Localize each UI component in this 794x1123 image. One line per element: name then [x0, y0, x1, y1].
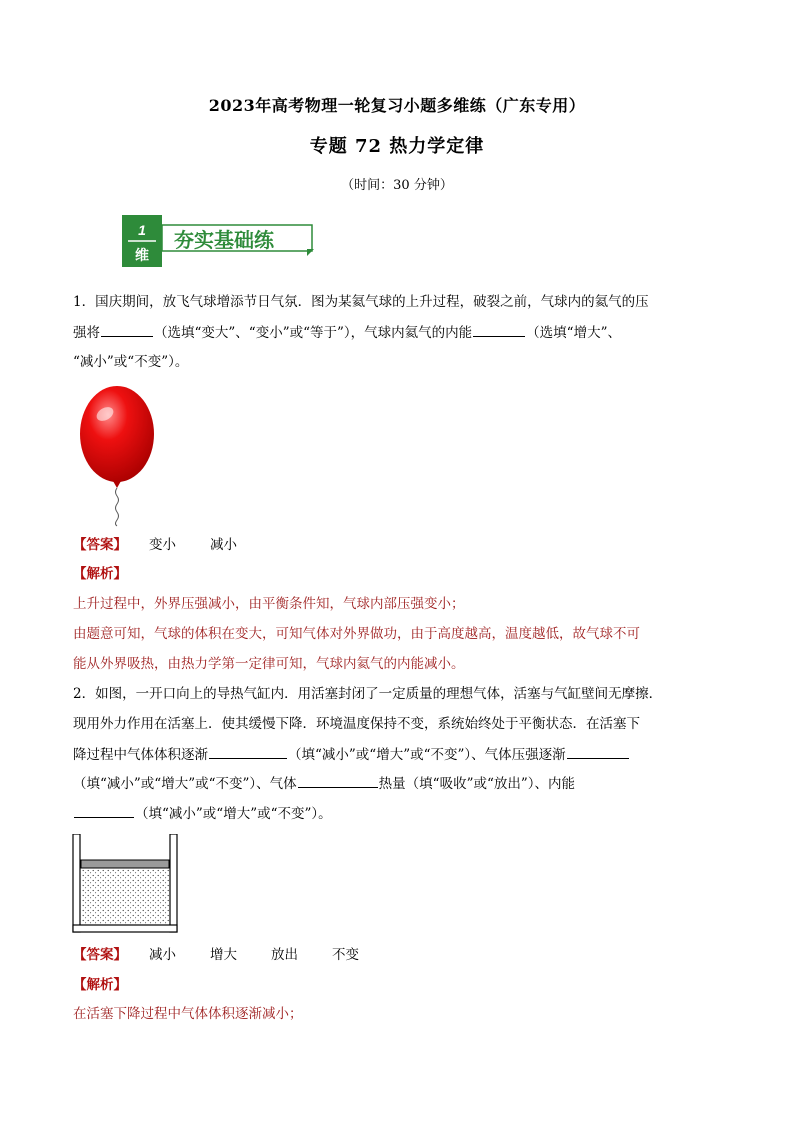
q1-analysis-1: 上升过程中，外界压强减小，由平衡条件知，气球内部压强变小； [73, 596, 465, 612]
q1-line-3: “减小”或“不变”）。 [73, 354, 189, 370]
q1-text-2c: （选填“增大”、 [526, 325, 621, 341]
topic-title: 专题 72 热力学定律 [309, 136, 485, 157]
q2-analysis-1: 在活塞下降过程中气体体积逐渐减小； [73, 1006, 303, 1022]
time-limit: （时间：30 分钟） [341, 178, 453, 193]
q2-blank-1[interactable] [209, 744, 287, 759]
section-badge [122, 215, 322, 267]
q1-analysis-2: 由题意可知，气球的体积在变大，可知气体对外界做功，由于高度越高，温度越低，故气球不可 [73, 626, 640, 642]
q2-line-5 [73, 803, 332, 824]
q2-answer-tag: 【答案】 [73, 947, 127, 963]
q2-blank-3[interactable] [298, 773, 378, 788]
q1-text-2b: （选填“变大”、“变小”或“等于”），气球内氦气的内能 [154, 325, 473, 341]
q2-text-5: （填“减小”或“增大”或“不变”）。 [135, 806, 332, 822]
q1-answer-row [73, 535, 237, 555]
q2-line-3 [73, 744, 630, 765]
q2-answer-4: 不变 [332, 947, 359, 963]
badge-unit: 维 [135, 248, 149, 264]
q1-line-1: 1．国庆期间，放飞气球增添节日气氛．图为某氦气球的上升过程，破裂之前，气球内的氦气的压 [73, 294, 649, 310]
q2-answer-2: 增大 [210, 947, 237, 963]
q1-blank-1[interactable] [101, 322, 153, 337]
badge-number: 1 [138, 222, 146, 238]
q1-answer-2: 减小 [210, 537, 237, 553]
q2-line-4 [73, 773, 575, 794]
q1-blank-2[interactable] [473, 322, 525, 337]
q2-text-3a: 降过程中气体体积逐渐 [73, 747, 208, 763]
q2-answer-3: 放出 [271, 947, 298, 963]
cylinder-icon [72, 834, 182, 934]
q2-analysis-tag: 【解析】 [73, 977, 127, 993]
q2-line-1: 2．如图，一开口向上的导热气缸内．用活塞封闭了一定质量的理想气体，活塞与气缸壁间无摩擦． [73, 686, 663, 702]
q2-text-4b: 热量（填“吸收”或“放出”）、内能 [378, 776, 576, 792]
q1-analysis-3: 能从外界吸热，由热力学第一定律可知，气球内氦气的内能减小。 [73, 656, 465, 672]
section-label: 夯实基础练 [174, 228, 274, 252]
q2-answer-row [73, 945, 359, 965]
q1-line-2 [73, 322, 621, 343]
q2-text-3b: （填“减小”或“增大”或“不变”）、气体压强逐渐 [288, 747, 566, 763]
q1-text-2a: 强将 [73, 325, 100, 341]
q2-text-4a: （填“减小”或“增大”或“不变”）、气体 [73, 776, 297, 792]
q2-line-2: 现用外力作用在活塞上．使其缓慢下降．环境温度保持不变，系统始终处于平衡状态．在活塞下 [73, 716, 640, 732]
q2-blank-4[interactable] [74, 803, 134, 818]
balloon-figure [75, 384, 165, 528]
q1-answer-tag: 【答案】 [73, 537, 127, 553]
q1-answer-1: 变小 [149, 537, 176, 553]
q1-analysis-tag: 【解析】 [73, 566, 127, 582]
section-badge-graphic [122, 215, 322, 267]
balloon-icon [75, 384, 165, 528]
q2-answer-1: 减小 [149, 947, 176, 963]
cylinder-figure [72, 834, 182, 934]
document-title: 2023年高考物理一轮复习小题多维练（广东专用） [208, 96, 586, 115]
q2-blank-2[interactable] [567, 744, 629, 759]
